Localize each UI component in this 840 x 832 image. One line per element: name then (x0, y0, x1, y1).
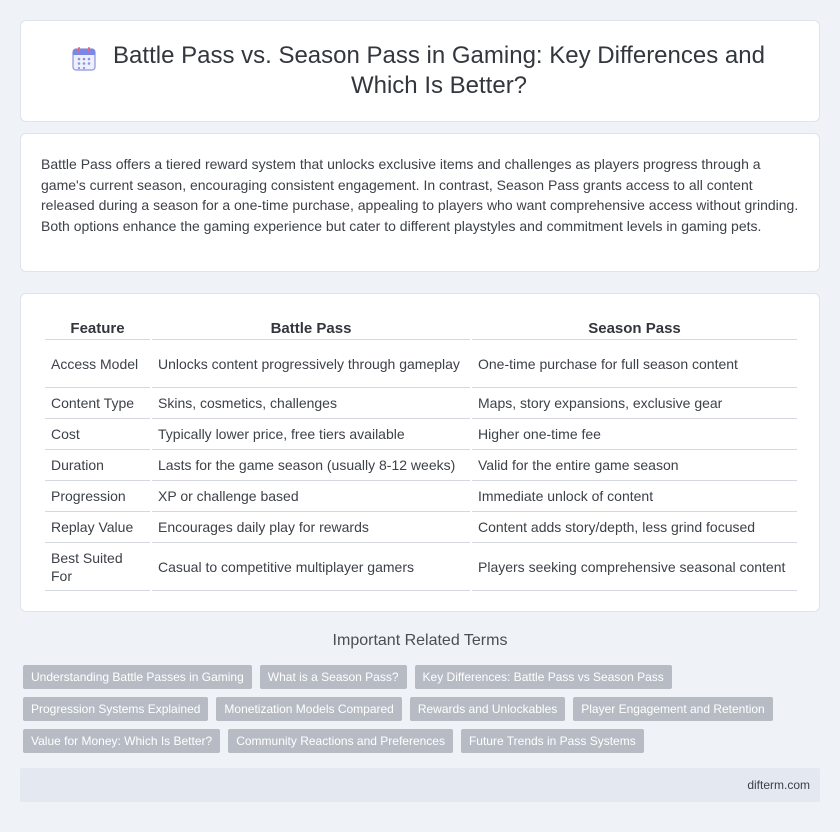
related-term-tag[interactable]: Value for Money: Which Is Better? (23, 729, 220, 753)
intro-card (20, 133, 820, 272)
related-term-tag[interactable]: Key Differences: Battle Pass vs Season Pass (415, 665, 672, 689)
footer-site-link[interactable]: difterm.com (747, 778, 810, 792)
comparison-table (43, 312, 799, 591)
battle-pass-cell: Lasts for the game season (usually 8-12 weeks) (152, 450, 470, 481)
related-term-tag[interactable]: Progression Systems Explained (23, 697, 208, 721)
feature-cell: Best Suited For (45, 543, 150, 591)
table-row (45, 340, 797, 388)
table-row (45, 543, 797, 591)
calendar-icon (70, 45, 98, 73)
battle-pass-cell: Encourages daily play for rewards (152, 512, 470, 543)
header-season-pass: Season Pass (472, 312, 797, 340)
season-pass-cell: Valid for the entire game season (472, 450, 797, 481)
related-term-tag[interactable]: Community Reactions and Preferences (228, 729, 453, 753)
comparison-card (20, 293, 820, 612)
season-pass-cell: Content adds story/depth, less grind focused (472, 512, 797, 543)
feature-cell: Content Type (45, 388, 150, 419)
header-battle-pass: Battle Pass (152, 312, 470, 340)
season-pass-cell: One-time purchase for full season content (472, 340, 797, 388)
battle-pass-cell: XP or challenge based (152, 481, 470, 512)
title-wrap (70, 41, 770, 101)
feature-cell: Progression (45, 481, 150, 512)
table-row (45, 481, 797, 512)
feature-cell: Cost (45, 419, 150, 450)
related-term-tag[interactable]: Understanding Battle Passes in Gaming (23, 665, 252, 689)
table-row (45, 388, 797, 419)
intro-paragraph: Battle Pass offers a tiered reward system that unlocks exclusive items and challenges as players progress through a game's current season, encouraging consistent engagement. In contrast, Season Pass grants access to all content released during a season for a one-time purchase, appealing to players who want comprehensive access without grinding. Both options enhance the gaming experience but cater to different playstyles and commitment levels in gaming pets. (41, 156, 799, 234)
season-pass-cell: Players seeking comprehensive seasonal content (472, 543, 797, 591)
title-card (20, 20, 820, 122)
related-term-tag[interactable]: Rewards and Unlockables (410, 697, 565, 721)
related-term-tag[interactable]: Future Trends in Pass Systems (461, 729, 644, 753)
season-pass-cell: Immediate unlock of content (472, 481, 797, 512)
page-title: Battle Pass vs. Season Pass in Gaming: Key Differences and Which Is Better? (113, 42, 765, 99)
footer (20, 768, 820, 802)
table-row (45, 512, 797, 543)
table-header-row (45, 312, 797, 340)
feature-cell: Replay Value (45, 512, 150, 543)
battle-pass-cell: Unlocks content progressively through gameplay (152, 340, 470, 388)
related-term-tag[interactable]: What is a Season Pass? (260, 665, 407, 689)
season-pass-cell: Maps, story expansions, exclusive gear (472, 388, 797, 419)
season-pass-cell: Higher one-time fee (472, 419, 797, 450)
related-term-tag[interactable]: Monetization Models Compared (216, 697, 401, 721)
battle-pass-cell: Typically lower price, free tiers available (152, 419, 470, 450)
feature-cell: Access Model (45, 340, 150, 388)
table-row (45, 419, 797, 450)
table-row (45, 450, 797, 481)
battle-pass-cell: Skins, cosmetics, challenges (152, 388, 470, 419)
related-terms-list (23, 665, 823, 753)
feature-cell: Duration (45, 450, 150, 481)
related-term-tag[interactable]: Player Engagement and Retention (573, 697, 772, 721)
battle-pass-cell: Casual to competitive multiplayer gamers (152, 543, 470, 591)
related-terms-title: Important Related Terms (332, 632, 508, 649)
header-feature: Feature (45, 312, 150, 340)
